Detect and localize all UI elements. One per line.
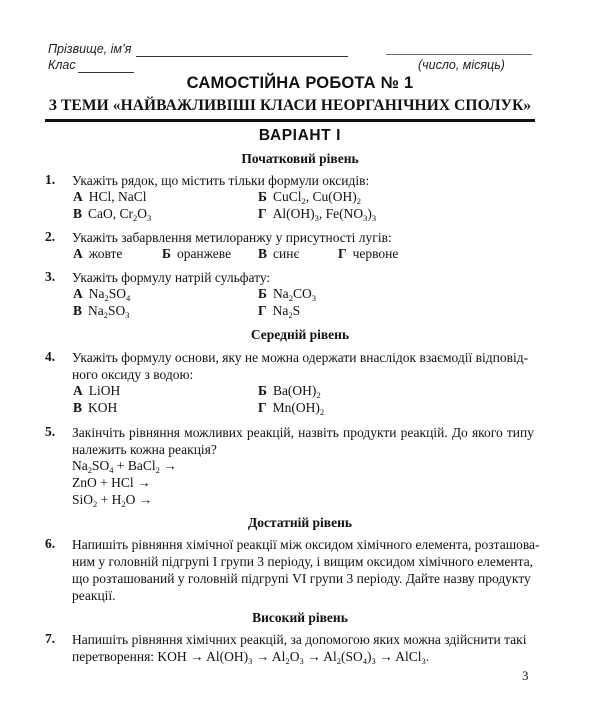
option-text: оранжеве — [176, 246, 232, 261]
question-number: 3. — [45, 269, 56, 284]
option-text: $Na_2S$ — [272, 303, 301, 320]
option-d[interactable] — [258, 206, 376, 222]
option-text: CuCl$_2$, $Cu(OH)_2$ — [272, 189, 361, 206]
option-text: $Al(OH)_3$, $Fe(NO_3)_3$ — [272, 206, 377, 223]
option-letter: В — [258, 246, 268, 261]
question-text-line1: Напишіть рівняння хімічних реакцій, за допомогою яких можна здійснити такі — [72, 632, 527, 647]
option-text: CaO, $Cr_2O_3$ — [88, 206, 152, 223]
question-text-line2: ного оксиду з водою: — [72, 367, 194, 382]
class-label: Клас — [48, 58, 76, 72]
option-text: KOH — [88, 400, 118, 415]
question-text-line1: Напишіть рівняння хімічної реакції між оксидом хімічного елемента, розташова- — [72, 537, 540, 552]
option-letter: Б — [258, 383, 267, 398]
option-text: $Na_2SO_3$ — [88, 303, 130, 320]
name-label: Прізвище, ім’я — [48, 42, 132, 56]
option-a[interactable] — [73, 286, 130, 302]
option-d[interactable] — [258, 303, 300, 319]
question-text-line2: перетворення: KOH → $Al(OH)_3 \to Al_2O_3 \to Al_2(SO_4)_3$ → AlCl$_3$. — [72, 649, 430, 666]
date-caption: (число, місяць) — [418, 58, 505, 72]
question-number: 7. — [45, 631, 56, 646]
page-number: 3 — [522, 668, 529, 683]
question-text-line3: що розташований у головній підгрупі VI групи 3 періоду. Дайте назву продукту — [72, 571, 531, 586]
option-a[interactable] — [73, 246, 122, 262]
question-number: 6. — [45, 536, 56, 551]
variant-heading: ВАРІАНТ І — [258, 127, 342, 144]
option-text: HCl, NaCl — [88, 189, 147, 204]
option-text: $Mn(OH)_2$ — [272, 400, 325, 417]
equation: $SiO_2 + H_2O$ → — [72, 492, 153, 509]
option-letter: В — [73, 206, 83, 221]
question-text-line4: реакції. — [72, 588, 116, 603]
option-a[interactable] — [73, 189, 147, 205]
option-text: червоне — [352, 246, 399, 261]
option-letter: А — [73, 189, 83, 204]
option-text: LiOH — [88, 383, 121, 398]
equation: $Na_2SO_4$ + BaCl$_2$ → — [72, 458, 177, 475]
option-letter: Г — [258, 206, 267, 221]
option-letter: В — [73, 303, 83, 318]
question-number: 1. — [45, 172, 56, 187]
option-text: $Na_2SO_4$ — [88, 286, 131, 303]
class-field[interactable] — [78, 72, 134, 73]
option-letter: А — [73, 383, 83, 398]
option-c[interactable] — [258, 246, 299, 262]
option-text: синє — [273, 246, 300, 261]
option-b[interactable] — [258, 189, 361, 205]
option-d[interactable] — [258, 400, 324, 416]
option-b[interactable] — [162, 246, 231, 262]
option-text: жовте — [88, 246, 123, 261]
option-letter: А — [73, 246, 83, 261]
level-heading-high: Високий рівень — [252, 610, 348, 625]
question-text: Укажіть рядок, що містить тільки формули оксидів: — [72, 173, 370, 188]
option-letter: Б — [162, 246, 171, 261]
question-number: 4. — [45, 349, 56, 364]
option-b[interactable] — [258, 383, 321, 399]
question-number: 2. — [45, 229, 56, 244]
question-text-line1: Укажіть формулу основи, яку не можна одержати внаслідок взаємодії відповід- — [72, 350, 529, 365]
question-text: Укажіть забарвлення метилоранжу у присутності лугів: — [72, 230, 392, 245]
name-field[interactable] — [136, 56, 348, 57]
option-c[interactable] — [73, 303, 130, 319]
question-text-line2: ним у головній підгрупі І групи 3 періоду, і вищим оксидом хімічного елемента, — [72, 554, 534, 569]
option-d[interactable] — [338, 246, 398, 262]
page-subtitle: З ТЕМИ «НАЙВАЖЛИВІШІ КЛАСИ НЕОРГАНІЧНИХ СПОЛУК» — [48, 97, 532, 114]
option-letter: А — [73, 286, 83, 301]
option-b[interactable] — [258, 286, 316, 302]
option-text: $Na_2CO_3$ — [272, 286, 316, 303]
option-letter: Г — [258, 400, 267, 415]
option-letter: В — [73, 400, 83, 415]
option-letter: Г — [258, 303, 267, 318]
level-heading-middle: Середній рівень — [250, 327, 350, 342]
title-divider — [45, 119, 535, 122]
page-title: САМОСТІЙНА РОБОТА № 1 — [186, 74, 414, 92]
date-field[interactable] — [386, 54, 532, 55]
option-text: $Ba(OH)_2$ — [272, 383, 321, 400]
option-letter: Б — [258, 189, 267, 204]
question-text: Укажіть формулу натрій сульфату: — [72, 270, 271, 285]
option-letter: Г — [338, 246, 347, 261]
question-number: 5. — [45, 424, 56, 439]
option-c[interactable] — [73, 400, 117, 416]
option-c[interactable] — [73, 206, 151, 222]
level-heading-sufficient: Достатній рівень — [248, 515, 352, 530]
equation: ZnO + HCl → — [72, 475, 151, 490]
level-heading-initial: Початковий рівень — [241, 151, 359, 166]
option-letter: Б — [258, 286, 267, 301]
option-a[interactable] — [73, 383, 120, 399]
question-text: Закінчіть рівняння можливих реакцій, назвіть продукти реакцій. До якого типу належить кожна реакція? — [72, 425, 534, 457]
